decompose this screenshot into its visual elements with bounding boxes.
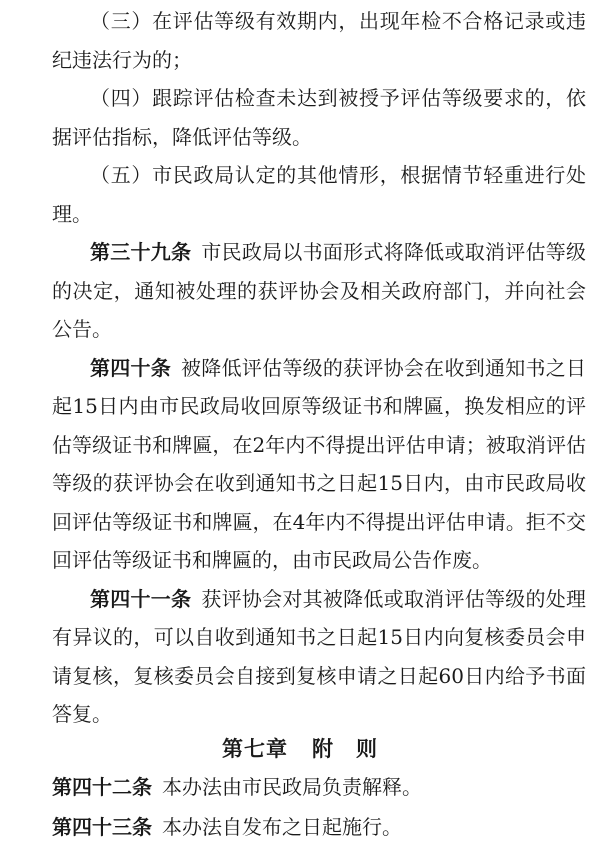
- article-text: 市民政局以书面形式将降低或取消评估等级的决定，通知被处理的获评协会及相关政府部门，并向社会公告。: [52, 240, 587, 341]
- article-title: 第四十二条: [52, 775, 152, 799]
- body-text: [52, 2, 586, 734]
- article-40: [52, 349, 586, 580]
- article-text: 被降低评估等级的获评协会在收到通知书之日起15日内由市民政局收回原等级证书和牌匾，换发相应的评估等级证书和牌匾，在2年内不得提出评估申请；被取消评估等级的获评协会在收到通知书之日起15日内，由市民政局收回评估等级证书和牌匾，在4年内不得提出评估申请。拒不交回评估等级证书和牌匾的，由市民政局公告作废。: [52, 355, 587, 572]
- article-title: 第四十一条: [90, 586, 192, 611]
- article-43: [52, 808, 586, 847]
- clause-4: （四）跟踪评估检查未达到被授予评估等级要求的，依据评估指标，降低评估等级。: [52, 86, 586, 149]
- article-text: 获评协会对其被降低或取消评估等级的处理有异议的，可以自收到通知书之日起15日内向复核委员会申请复核，复核委员会自接到复核申请之日起60日内给予书面答复。: [52, 586, 587, 726]
- article-text: 本办法由市民政局负责解释。: [162, 775, 422, 799]
- chapter-number: 第七章: [222, 736, 288, 761]
- clause-3: （三）在评估等级有效期内，出现年检不合格记录或违纪违法行为的；: [52, 9, 586, 72]
- article-41: [52, 580, 586, 734]
- chapter-name: 附 则: [312, 736, 378, 761]
- article-title: 第三十九条: [90, 240, 192, 264]
- article-42: [52, 768, 586, 807]
- article-title: 第四十条: [90, 355, 172, 380]
- article-39: [52, 233, 586, 349]
- article-title: 第四十三条: [52, 815, 152, 839]
- article-text: 本办法自发布之日起施行。: [162, 815, 402, 839]
- chapter-heading: [0, 730, 600, 769]
- clause-5: （五）市民政局认定的其他情形，根据情节轻重进行处理。: [52, 163, 586, 226]
